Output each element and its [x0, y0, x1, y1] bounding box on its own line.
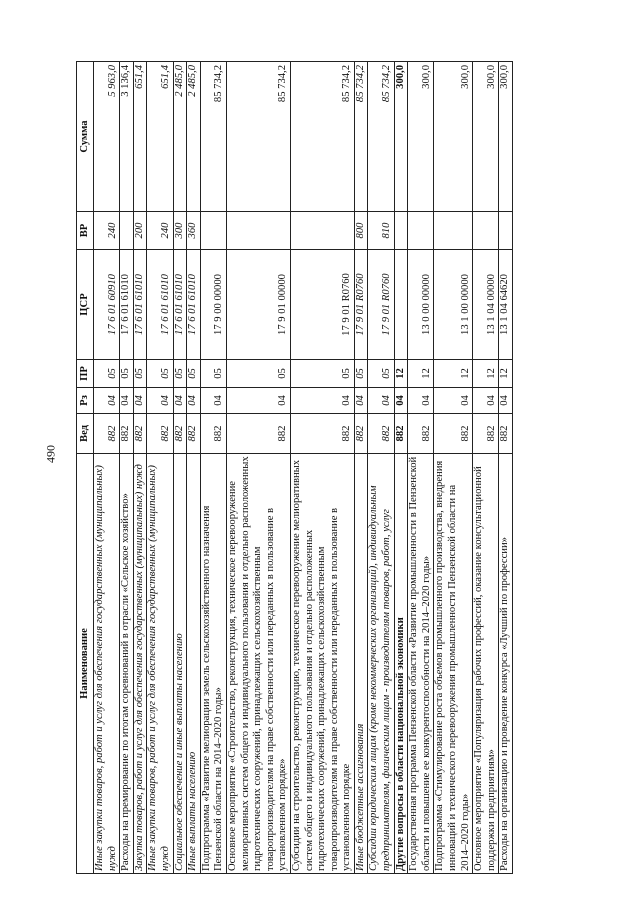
cell-name: Субсидии юридическим лицам (кроме некоммерческих организаций), индивидуальным предпринимателям, физическим лицам - производителям товаров, работ, услуг [368, 454, 394, 874]
cell-ved: 882 [173, 414, 187, 454]
cell-vr: 240 [94, 212, 120, 250]
cell-sum: 300,0 [499, 62, 513, 212]
cell-ved: 882 [94, 414, 120, 454]
header-vr: ВР [77, 212, 94, 250]
cell-sum: 5 963,0 [94, 62, 120, 212]
cell-rz: 04 [499, 388, 513, 414]
cell-vr [434, 212, 473, 250]
cell-name: Иные выплаты населению [187, 454, 201, 874]
cell-csr [394, 250, 408, 360]
cell-vr [394, 212, 408, 250]
cell-rz: 04 [368, 388, 394, 414]
cell-pr: 12 [408, 360, 434, 388]
cell-name: Субсидии на строительство, реконструкцию, техническое перевооружение мелиоративных систем общего и индивидуального пользования и отдельно расположенных гидротехнических сооружений, принадлежащих сельскохозяйственным товаропроизводителям на праве собственности или переданных в пользование в установленном порядке [290, 454, 354, 874]
cell-name: Иные закупки товаров, работ и услуг для обеспечения государственных (муниципальных) нужд [147, 454, 173, 874]
cell-sum: 3 136,4 [120, 62, 134, 212]
table-row [408, 62, 434, 874]
cell-sum: 2 485,0 [173, 62, 187, 212]
cell-name: Основное мероприятие «Популяризация рабочих профессий, оказание консультационной поддержки предприятиям» [473, 454, 499, 874]
cell-csr: 17 9 01 R0760 [368, 250, 394, 360]
rotated-page [76, 62, 592, 874]
cell-name: Другие вопросы в области национальной экономики [394, 454, 408, 874]
cell-vr [473, 212, 499, 250]
cell-rz: 04 [394, 388, 408, 414]
cell-rz: 04 [147, 388, 173, 414]
cell-vr [200, 212, 226, 250]
cell-rz: 04 [226, 388, 290, 414]
cell-vr: 200 [133, 212, 147, 250]
cell-ved: 882 [290, 414, 354, 454]
cell-ved: 882 [200, 414, 226, 454]
cell-rz: 04 [133, 388, 147, 414]
table-row [226, 62, 290, 874]
header-ved: Вед [77, 414, 94, 454]
cell-name: Закупка товаров, работ и услуг для обеспечения государственных (муниципальных) нужд [133, 454, 147, 874]
cell-ved: 882 [147, 414, 173, 454]
cell-sum: 300,0 [473, 62, 499, 212]
cell-rz: 04 [354, 388, 368, 414]
cell-ved: 882 [120, 414, 134, 454]
cell-csr: 17 6 01 61010 [187, 250, 201, 360]
cell-name: Основное мероприятие «Строительство, реконструкция, техническое перевооружение мелиоративных систем общего и индивидуального пользования и отдельно расположенных гидротехнических сооружений, принадлежащих сельскохозяйственным товаропроизводителям на праве собственности или переданных в пользование в установленном порядке» [226, 454, 290, 874]
table-row [200, 62, 226, 874]
cell-sum: 2 485,0 [187, 62, 201, 212]
cell-name: Иные закупки товаров, работ и услуг для обеспечения государственных (муниципальных) нужд [94, 454, 120, 874]
cell-rz: 04 [200, 388, 226, 414]
budget-table [76, 61, 513, 874]
cell-rz: 04 [173, 388, 187, 414]
cell-name: Расходы на премирование по итогам соревнований в отрасли «Сельское хозяйство» [120, 454, 134, 874]
cell-vr: 360 [187, 212, 201, 250]
cell-sum: 85 734,2 [200, 62, 226, 212]
cell-csr: 13 1 04 64620 [499, 250, 513, 360]
table-row [147, 62, 173, 874]
cell-csr: 17 6 01 61010 [133, 250, 147, 360]
cell-csr: 17 6 01 61010 [173, 250, 187, 360]
table-row [173, 62, 187, 874]
cell-pr: 05 [133, 360, 147, 388]
header-sum: Сумма [77, 62, 94, 212]
cell-pr: 05 [368, 360, 394, 388]
cell-sum: 300,0 [434, 62, 473, 212]
cell-ved: 882 [394, 414, 408, 454]
cell-csr: 17 9 00 00000 [200, 250, 226, 360]
cell-pr: 12 [499, 360, 513, 388]
cell-rz: 04 [434, 388, 473, 414]
cell-ved: 882 [226, 414, 290, 454]
cell-csr: 17 6 01 61010 [147, 250, 173, 360]
header-csr: ЦСР [77, 250, 94, 360]
cell-vr [290, 212, 354, 250]
cell-ved: 882 [354, 414, 368, 454]
cell-pr: 05 [120, 360, 134, 388]
cell-name: Социальное обеспечение и иные выплаты населению [173, 454, 187, 874]
cell-pr: 05 [187, 360, 201, 388]
cell-vr [226, 212, 290, 250]
cell-pr: 05 [354, 360, 368, 388]
header-name: Наименование [77, 454, 94, 874]
header-pr: ПР [77, 360, 94, 388]
table-row [187, 62, 201, 874]
table-row [473, 62, 499, 874]
cell-ved: 882 [408, 414, 434, 454]
cell-csr: 17 6 01 61010 [120, 250, 134, 360]
cell-name: Государственная программа Пензенской области «Развитие промышленности в Пензенской области и повышение ее конкурентоспособности на 2014–2020 годы» [408, 454, 434, 874]
cell-pr: 12 [434, 360, 473, 388]
header-rz: Рз [77, 388, 94, 414]
cell-ved: 882 [187, 414, 201, 454]
table-header-row [77, 62, 94, 874]
cell-csr: 17 6 01 60910 [94, 250, 120, 360]
cell-csr: 17 9 01 00000 [226, 250, 290, 360]
cell-sum: 300,0 [408, 62, 434, 212]
table-row [499, 62, 513, 874]
cell-name: Подпрограмма «Стимулирование роста объемов промышленного производства, внедрения инноваций и технического перевооружения промышленности Пензенской области на 2014–2020 годы» [434, 454, 473, 874]
cell-pr: 05 [290, 360, 354, 388]
cell-pr: 05 [147, 360, 173, 388]
cell-pr: 12 [473, 360, 499, 388]
cell-vr: 300 [173, 212, 187, 250]
cell-sum: 85 734,2 [368, 62, 394, 212]
cell-sum: 85 734,2 [226, 62, 290, 212]
cell-sum: 85 734,2 [290, 62, 354, 212]
cell-csr: 13 1 00 00000 [434, 250, 473, 360]
cell-pr: 05 [94, 360, 120, 388]
cell-sum: 651,4 [147, 62, 173, 212]
table-row [133, 62, 147, 874]
table-row [394, 62, 408, 874]
cell-vr: 240 [147, 212, 173, 250]
cell-ved: 882 [368, 414, 394, 454]
cell-ved: 882 [499, 414, 513, 454]
cell-name: Расходы на организацию и проведение конкурса «Лучший по профессии» [499, 454, 513, 874]
cell-vr: 800 [354, 212, 368, 250]
cell-pr: 05 [226, 360, 290, 388]
cell-csr: 13 0 00 00000 [408, 250, 434, 360]
cell-rz: 04 [408, 388, 434, 414]
table-row [290, 62, 354, 874]
cell-sum: 300,0 [394, 62, 408, 212]
cell-sum: 85 734,2 [354, 62, 368, 212]
cell-rz: 04 [187, 388, 201, 414]
cell-rz: 04 [290, 388, 354, 414]
table-row [94, 62, 120, 874]
table-row [368, 62, 394, 874]
cell-rz: 04 [473, 388, 499, 414]
cell-vr [408, 212, 434, 250]
cell-csr: 17 9 01 R0760 [290, 250, 354, 360]
cell-pr: 05 [200, 360, 226, 388]
cell-name: Подпрограмма «Развитие мелиорации земель сельскохозяйственного назначения Пензенской области на 2014–2020 годы» [200, 454, 226, 874]
cell-rz: 04 [94, 388, 120, 414]
cell-ved: 882 [473, 414, 499, 454]
cell-pr: 12 [394, 360, 408, 388]
table-row [120, 62, 134, 874]
cell-pr: 05 [173, 360, 187, 388]
table-row [354, 62, 368, 874]
cell-vr [120, 212, 134, 250]
table-row [434, 62, 473, 874]
cell-csr: 17 9 01 R0760 [354, 250, 368, 360]
cell-vr: 810 [368, 212, 394, 250]
cell-ved: 882 [133, 414, 147, 454]
cell-vr [499, 212, 513, 250]
cell-rz: 04 [120, 388, 134, 414]
cell-name: Иные бюджетные ассигнования [354, 454, 368, 874]
cell-ved: 882 [434, 414, 473, 454]
page-number: 490 [43, 445, 58, 463]
cell-sum: 651,4 [133, 62, 147, 212]
cell-csr: 13 1 04 00000 [473, 250, 499, 360]
